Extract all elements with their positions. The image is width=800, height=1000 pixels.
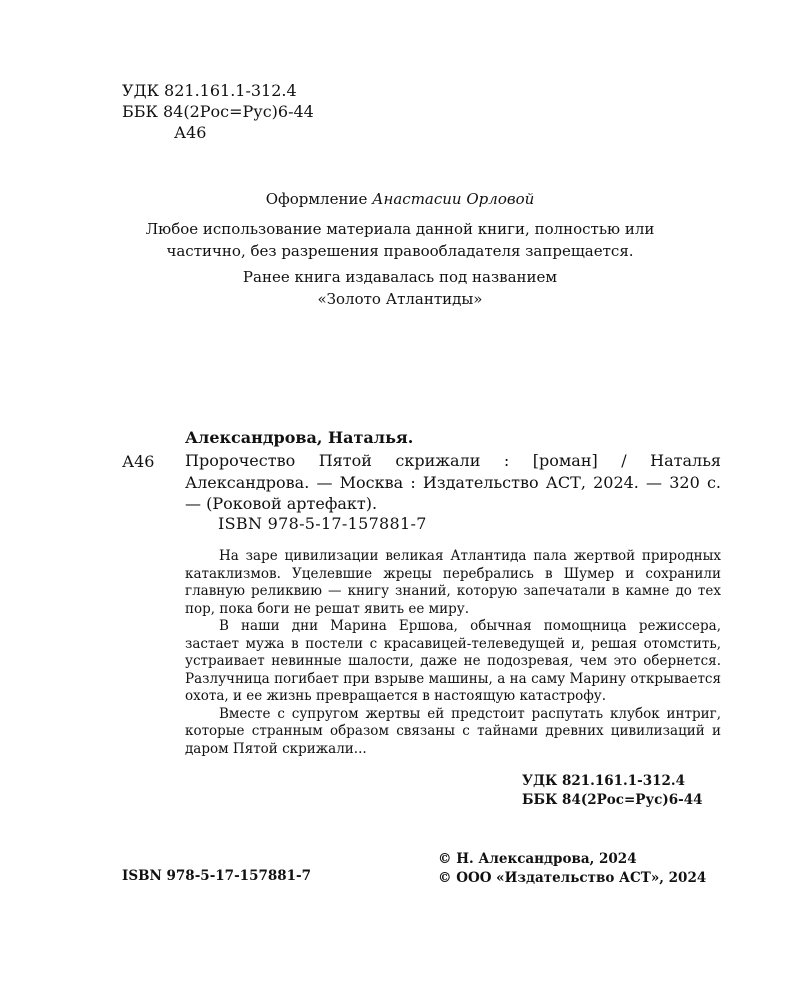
design-credit [0, 190, 800, 208]
bbk-code-bottom: ББК 84(2Рос=Рус)6-44 [522, 792, 703, 808]
footer-isbn: ISBN 978-5-17-157881-7 [122, 868, 312, 884]
copyright-author: © Н. Александрова, 2024 [438, 851, 637, 867]
copyright-publisher: © ООО «Издательство АСТ», 2024 [438, 870, 707, 886]
annotation [185, 548, 721, 758]
udk-code-bottom: УДК 821.161.1-312.4 [522, 773, 685, 789]
copyright-block [438, 850, 706, 888]
previous-title-line-2: «Золото Атлантиды» [317, 290, 483, 308]
annotation-paragraph-3: Вместе с супругом жертвы ей предстоит распутать клубок интриг, которые странным образом связаны с тайнами древних цивилизаций и даром Пятой скрижали... [185, 705, 721, 757]
classification-codes [122, 80, 314, 143]
catalog-author: Александрова, Наталья. [185, 428, 414, 447]
bibliographic-description: Пророчество Пятой скрижали : [роман] / Наталья Александрова. — Москва : Издательство АСТ, 2024. — 320 с. — (Роковой артефакт). [185, 451, 721, 513]
annotation-paragraph-2: В наши дни Марина Ершова, обычная помощница режиссера, застает мужа в постели с красавицей-телеведущей и, решая отомстить, устраивает невинные шалости, даже не подозревая, чем это обернется. Разлучница погибает при взрыве машины, а на саму Марину открывается охота, и ее жизнь превращается в настоящую катастрофу. [185, 618, 721, 704]
previous-title-notice [0, 266, 800, 310]
rights-line-2: частично, без разрешения правообладателя запрещается. [166, 242, 634, 260]
designer-name: Анастасии Орловой [372, 190, 535, 208]
previous-title-line-1: Ранее книга издавалась под названием [242, 268, 558, 286]
author-mark: А46 [174, 123, 207, 142]
classification-codes-bottom [522, 772, 703, 810]
annotation-paragraph-1: На заре цивилизации великая Атлантида пала жертвой природных катаклизмов. Уцелевшие жрецы перебрались в Шумер и сохранили главную реликвию — книгу знаний, которую запечатали в камне до тех пор, пока боги не решат явить ее миру. [185, 548, 721, 617]
udk-code: УДК 821.161.1-312.4 [122, 81, 297, 100]
rights-line-1: Любое использование материала данной книги, полностью или [145, 220, 655, 238]
catalog-isbn: ISBN 978-5-17-157881-7 [218, 514, 427, 533]
rights-notice [0, 218, 800, 262]
bbk-code: ББК 84(2Рос=Рус)6-44 [122, 102, 314, 121]
catalog-code: А46 [122, 452, 155, 471]
design-prefix: Оформление [265, 190, 368, 208]
